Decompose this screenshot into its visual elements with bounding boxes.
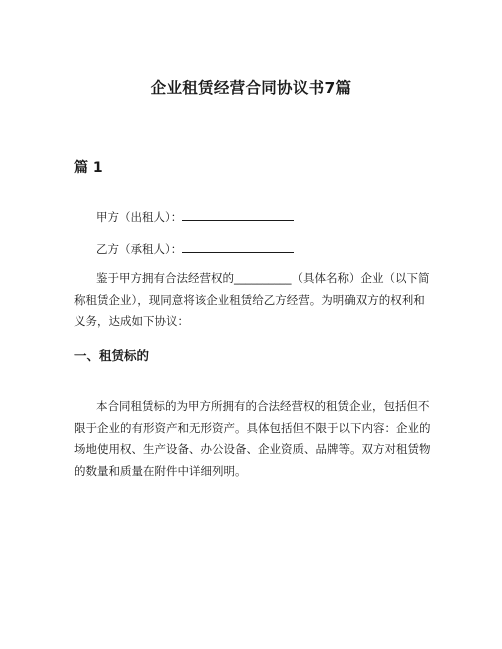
party-b-line bbox=[96, 240, 294, 257]
party-b-blank bbox=[182, 240, 294, 253]
clause-heading: 一、租赁标的 bbox=[74, 348, 150, 363]
document-title: 企业租赁经营合同协议书7篇 bbox=[150, 79, 352, 97]
party-b-label: 乙方（承租人）： bbox=[96, 242, 183, 256]
section-title: 篇 1 bbox=[74, 160, 103, 176]
party-a-label: 甲方（出租人）： bbox=[96, 210, 183, 224]
clause-paragraph: 本合同租赁标的为甲方所拥有的合法经营权的租赁企业，包括但不限于企业的有形资产和无形资产。具体包括但不限于以下内容：企业的场地使用权、生产设备、办公设备、企业资质、品牌等。双方对租赁物的数量和质量在附件中详细列明。 bbox=[74, 399, 431, 478]
party-a-line bbox=[96, 208, 294, 225]
party-a-blank bbox=[182, 208, 294, 221]
intro-paragraph: 鉴于甲方拥有合法经营权的__________（具体名称）企业（以下简称租赁企业），现同意将该企业租赁给乙方经营。为明确双方的权利和义务，达成如下协议： bbox=[74, 271, 430, 329]
